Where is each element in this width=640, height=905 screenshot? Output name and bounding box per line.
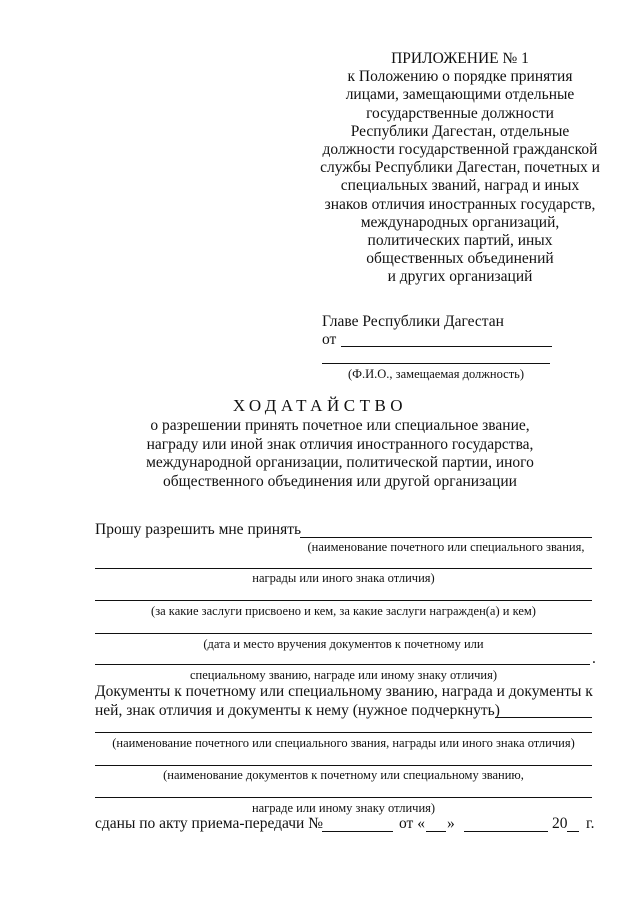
caption-merits: (за какие заслуги присвоено и кем, за какие заслуги награжден(а) и кем) xyxy=(151,604,536,618)
day-field[interactable] xyxy=(426,831,446,832)
appendix-block xyxy=(300,50,620,287)
appendix-line: общественных объединений xyxy=(366,250,554,268)
position-line[interactable] xyxy=(322,363,550,364)
year-field[interactable] xyxy=(567,831,579,832)
date-place-line-2[interactable] xyxy=(95,664,590,665)
caption-documents-list: (наименование документов к почетному или специальному званию, xyxy=(163,768,524,782)
documents-list-line-2[interactable] xyxy=(95,797,592,798)
date-place-line[interactable] xyxy=(95,633,592,634)
documents-list-line[interactable] xyxy=(95,765,592,766)
appendix-line: Республики Дагестан, отдельные xyxy=(350,122,570,140)
merits-line[interactable] xyxy=(95,600,592,601)
period-mark: . xyxy=(592,650,596,667)
documents-line[interactable] xyxy=(95,732,592,733)
from-name-line[interactable] xyxy=(341,346,552,347)
month-field[interactable] xyxy=(464,831,548,832)
appendix-line: службы Республики Дагестан, почетных и xyxy=(320,159,600,177)
caption-date-place: (дата и место вручения документов к почетному или xyxy=(203,637,484,651)
appendix-line: и других организаций xyxy=(387,268,533,286)
appendix-line: лицами, замещающими отдельные xyxy=(345,86,575,104)
subtitle-line: награду или иной знак отличия иностранного государства, xyxy=(146,435,534,453)
title-name-line-2[interactable] xyxy=(95,568,592,569)
subtitle-line: международной организации, политической партии, иного xyxy=(146,454,534,472)
request-label: Прошу разрешить мне принять xyxy=(95,521,302,538)
date-close-quote: » xyxy=(447,815,455,832)
addressee-from-label: от xyxy=(322,331,337,348)
appendix-line: международных организаций, xyxy=(360,213,560,231)
from-caption: (Ф.И.О., замещаемая должность) xyxy=(347,367,525,381)
year-prefix: 20 xyxy=(552,815,568,832)
appendix-line: к Положению о порядке принятия xyxy=(347,68,573,86)
handover-label: сданы по акту приема-передачи № xyxy=(95,815,324,832)
date-open-quote: от « xyxy=(399,815,425,832)
year-suffix: г. xyxy=(586,815,595,832)
caption-special-title: специальному званию, награде или иному знаку отличия) xyxy=(189,668,498,682)
appendix-line: государственные должности xyxy=(366,104,554,122)
appendix-line: специальных званий, наград и иных xyxy=(340,177,580,195)
act-number-field[interactable] xyxy=(322,831,393,832)
petition-subtitle xyxy=(110,417,570,491)
petition-title: ХОДАТАЙСТВО xyxy=(232,396,408,415)
title-name-line[interactable] xyxy=(300,537,592,538)
caption-documents-title: (наименование почетного или специального звания, награды или иного знака отличия) xyxy=(112,736,575,750)
documents-underline-field[interactable] xyxy=(495,717,592,718)
caption-award: награды или иного знака отличия) xyxy=(252,571,435,585)
documents-text-line-2: ней, знак отличия и документы к нему (нужное подчеркнуть) xyxy=(95,702,500,719)
subtitle-line: о разрешении принять почетное или специальное звание, xyxy=(150,417,530,434)
addressee-to: Главе Республики Дагестан xyxy=(322,313,504,330)
caption-documents-list-2: награде или иному знаку отличия) xyxy=(251,801,436,815)
appendix-heading: ПРИЛОЖЕНИЕ № 1 xyxy=(391,50,529,67)
appendix-line: политических партий, иных xyxy=(367,232,553,250)
documents-text-line-1: Документы к почетному или специальному званию, награда и документы к xyxy=(95,683,593,700)
caption-title-name: (наименование почетного или специального звания, xyxy=(307,540,585,554)
appendix-line: знаков отличия иностранных государств, xyxy=(324,195,596,213)
subtitle-line: общественного объединения или другой организации xyxy=(163,472,517,490)
appendix-line: должности государственной гражданской xyxy=(322,141,598,159)
